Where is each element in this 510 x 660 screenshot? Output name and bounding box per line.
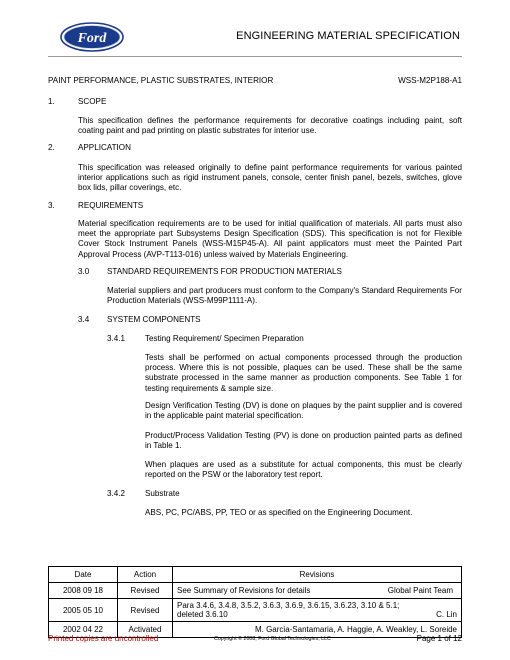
- substrate-text: ABS, PC, PC/ABS, PP, TEO or as specified on the Engineering Document.: [145, 508, 413, 517]
- requirements-text: Material specification requirements are to be used for initial qualification of materials. All parts must also meet the appropriate part Subsystems Design Specification (SDS). This specification is not for Flexible Cover Stock Instrument Panels (WSS-M15P45-A). All paint applicators must meet the Painted Part Approval Process (AVP-T113-016) unless waived by Materials Engineering.: [78, 219, 462, 259]
- subsection-number: 3.0: [78, 267, 90, 276]
- header-divider: [48, 56, 462, 57]
- subsection-heading-testing-requirement: Testing Requirement/ Specimen Preparation: [145, 334, 304, 343]
- header-action: Action: [118, 567, 173, 583]
- spec-name: PAINT PERFORMANCE, PLASTIC SUBSTRATES, INTERIOR: [48, 76, 274, 85]
- logo-wordmark: Ford: [77, 31, 107, 46]
- revision-date: 2008 09 18: [49, 583, 118, 599]
- section-number: 2.: [48, 143, 55, 152]
- revision-author: C. Lin: [436, 610, 457, 619]
- testing-paragraph-3: Product/Process Validation Testing (PV) is done on production painted parts as defined in Table 1.: [145, 431, 462, 451]
- revision-header-row: [49, 567, 462, 583]
- revision-description: See Summary of Revisions for details: [177, 586, 311, 595]
- scope-text: This specification defines the performance requirements for decorative coatings including paint, soft coating paint and pad printing on plastic substrates for interior use.: [78, 116, 462, 136]
- subsection-heading-system-components: SYSTEM COMPONENTS: [107, 315, 201, 324]
- section-number: 1.: [48, 97, 55, 106]
- copyright-notice: Copyright © 2008, Ford Global Technologies, LLC: [214, 636, 331, 642]
- revision-description: Para 3.4.6, 3.4.8, 3.5.2, 3.6.3, 3.6.9, 3.6.15, 3.6.23, 3.10 & 5.1; deleted 3.6.10: [177, 601, 400, 619]
- document-title: ENGINEERING MATERIAL SPECIFICATION: [236, 30, 460, 42]
- subsection-number: 3.4.2: [107, 489, 126, 498]
- revision-date: 2002 04 22: [49, 622, 118, 638]
- revision-author: M. Garcia-Santamaria, A. Haggie, A. Weakley, L. Soreide: [254, 625, 457, 634]
- subsection-heading-substrate: Substrate: [145, 489, 180, 498]
- subsection-number: 3.4: [78, 315, 90, 324]
- revision-action: Revised: [118, 583, 173, 599]
- application-text: This specification was released originally to define paint performance requirements for various painted interior applications such as rigid instrument panels, console, center finish panel, bezels, switches, glove box lids, pillar coverings, etc.: [78, 163, 462, 193]
- subsection-heading-standard-requirements: STANDARD REQUIREMENTS FOR PRODUCTION MATERIALS: [107, 267, 342, 276]
- subsection-number: 3.4.1: [107, 334, 126, 343]
- table-row: [49, 583, 462, 599]
- uncontrolled-copy-notice: Printed copies are uncontrolled: [48, 634, 159, 643]
- revision-detail: [173, 583, 462, 599]
- page-number: Page 1 of 12: [416, 634, 462, 643]
- testing-paragraph-1: Tests shall be performed on actual components processed through the production process. Where this is not possible, plaques can be used. These shall be the same substrate processed in the same manner as production components. See Table 1 for testing requirements & sample size.: [145, 353, 462, 393]
- spec-number: WSS-M2P188-A1: [398, 76, 462, 85]
- table-row: [49, 599, 462, 622]
- header-date: Date: [49, 567, 118, 583]
- header-revisions: Revisions: [173, 567, 462, 583]
- revision-detail: [173, 599, 462, 622]
- ford-logo: [60, 22, 124, 52]
- revision-action: Revised: [118, 599, 173, 622]
- revision-table: [48, 566, 462, 638]
- section-heading-application: APPLICATION: [78, 143, 131, 152]
- section-heading-scope: SCOPE: [78, 97, 107, 106]
- revision-date: 2005 05 10: [49, 599, 118, 622]
- testing-paragraph-2: Design Verification Testing (DV) is done on plaques by the paint supplier and is covered in the applicable paint material specification.: [145, 401, 462, 421]
- revision-author: Global Paint Team: [387, 586, 453, 595]
- section-heading-requirements: REQUIREMENTS: [78, 201, 144, 210]
- standard-requirements-text: Material suppliers and part producers must conform to the Company's Standard Requirements For Production Materials (WSS-M99P1111-A).: [107, 286, 462, 306]
- section-number: 3.: [48, 201, 55, 210]
- revision-action: Activated: [118, 622, 173, 638]
- testing-paragraph-4: When plaques are used as a substitute for actual components, this must be clearly reported on the PSW or the laboratory test report.: [145, 460, 462, 480]
